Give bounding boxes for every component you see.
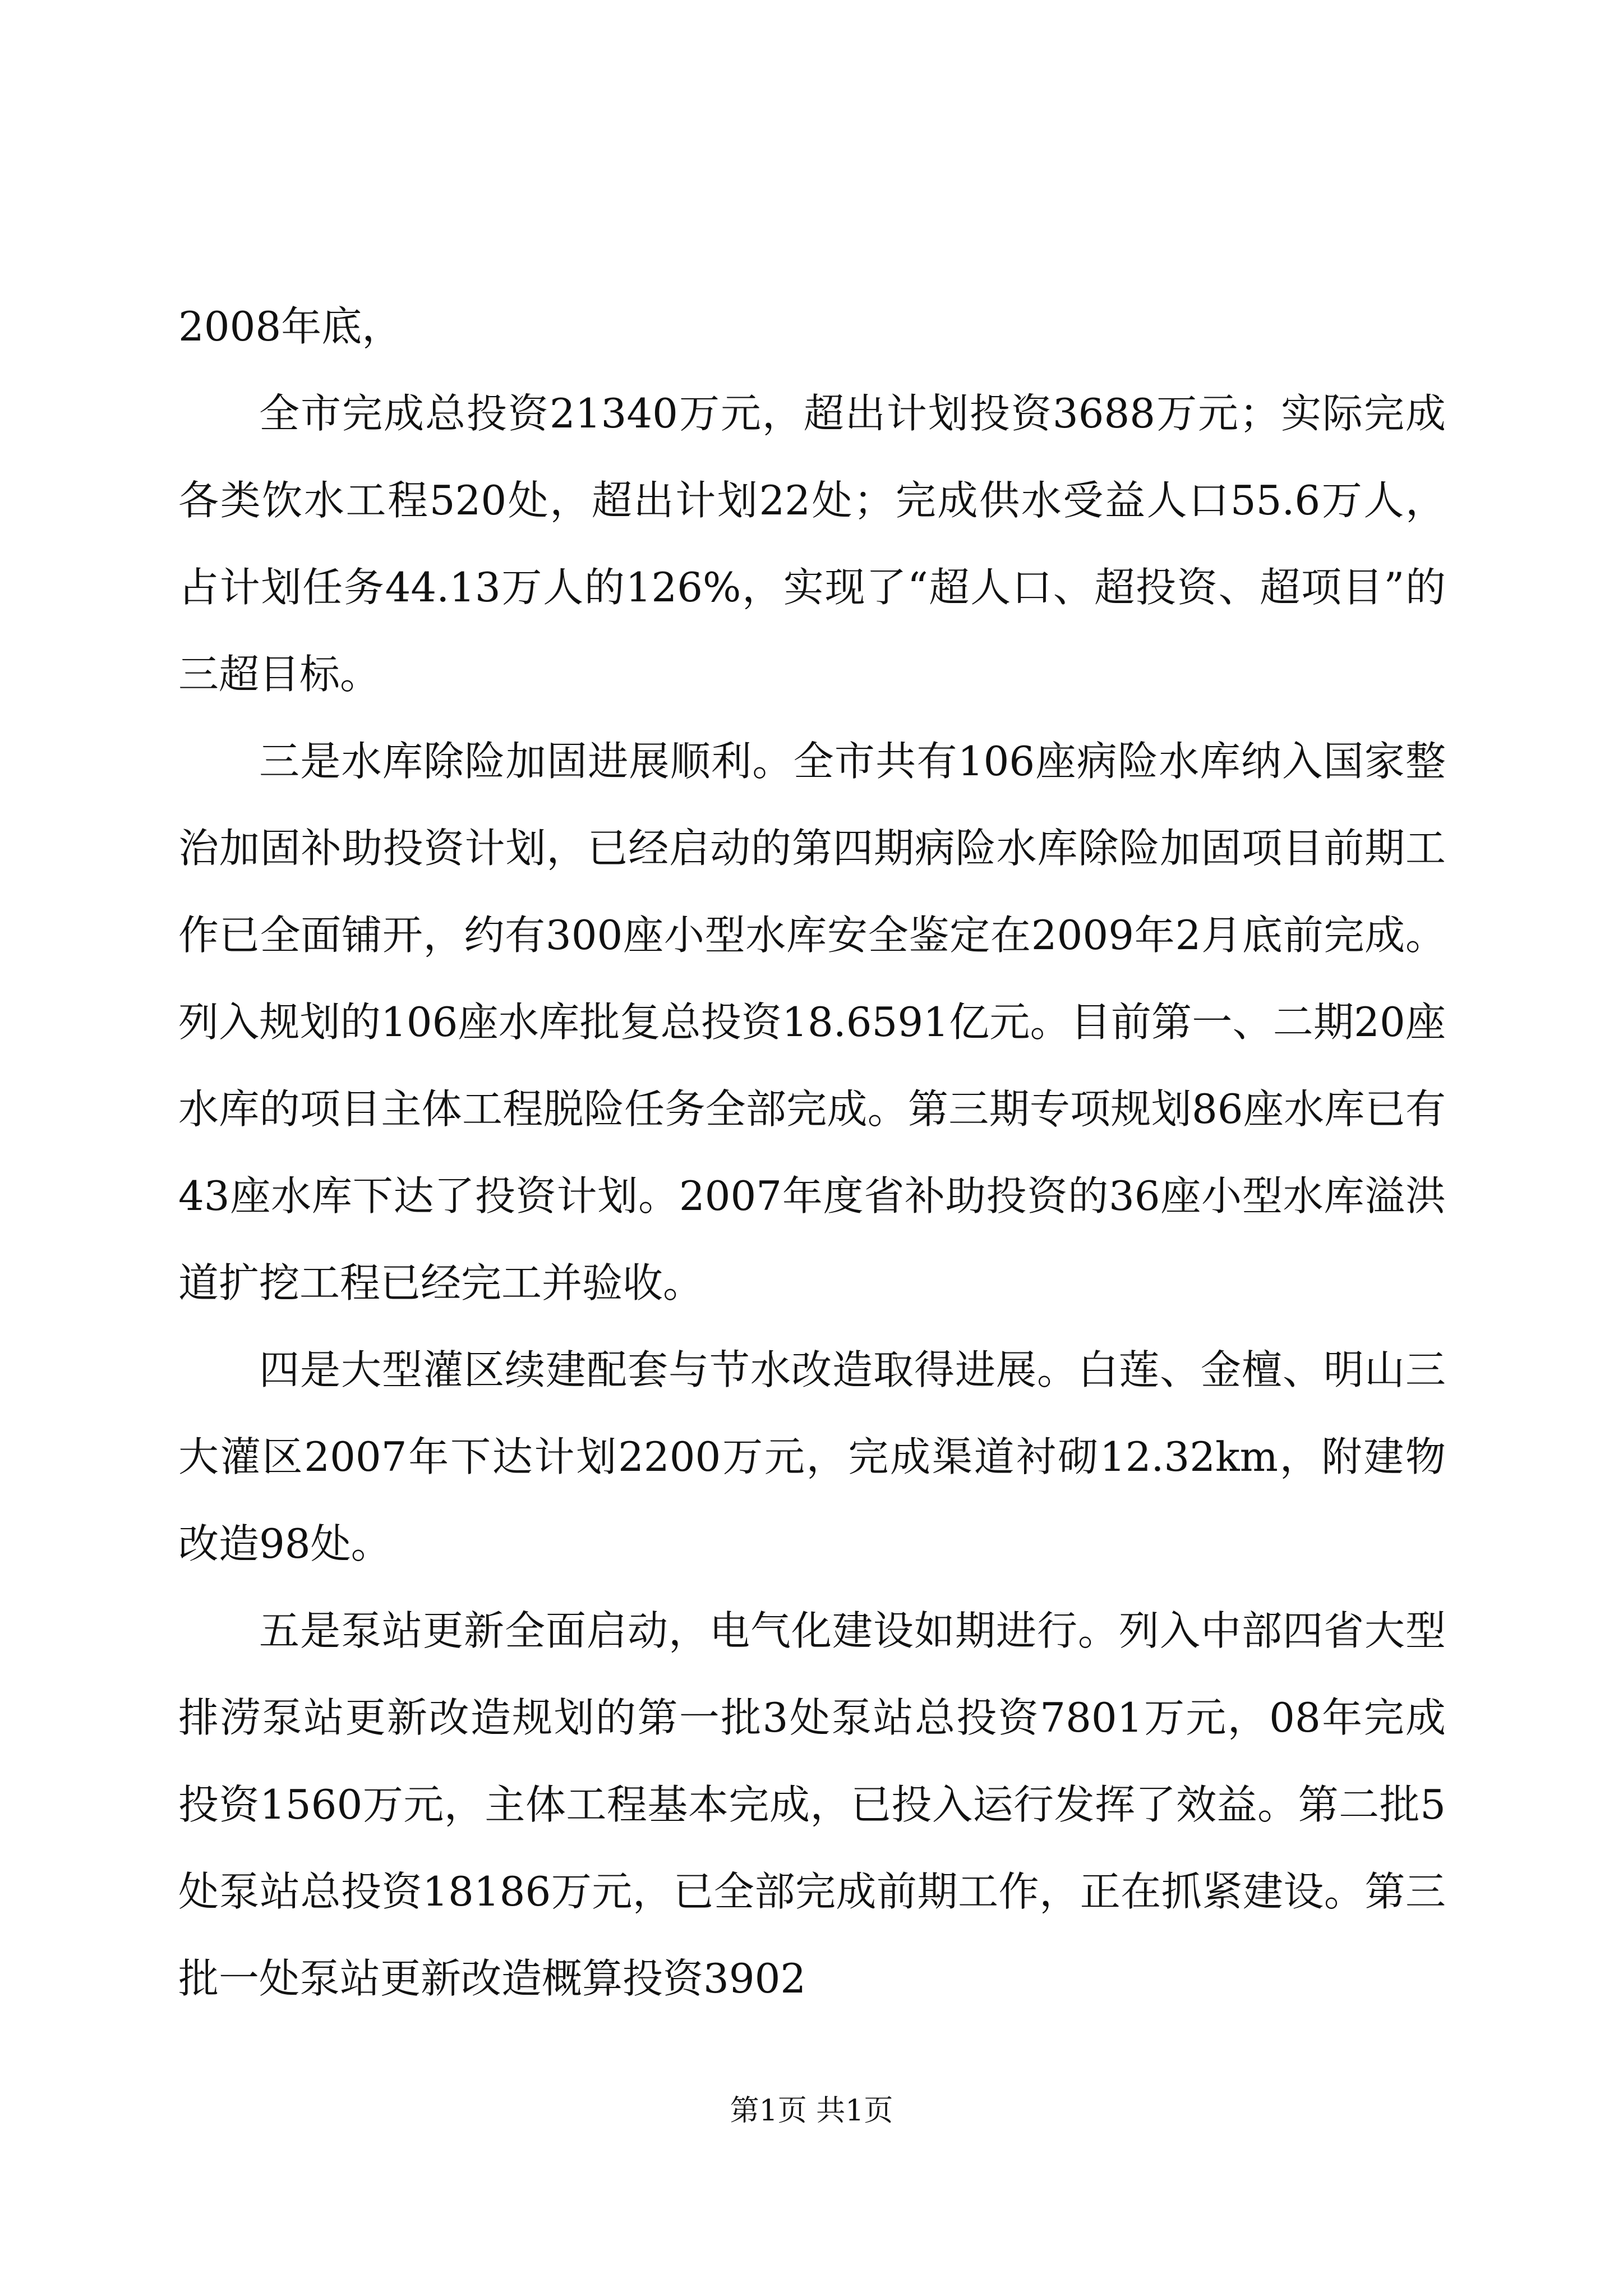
paragraph-year-end: 2008年底， <box>178 303 403 350</box>
paragraph-investment-summary: 全市完成总投资21340万元，超出计划投资3688万元；实际完成各类饮水工程520处，超出计划22处；完成供水受益人口55.6万人，占计划任务44.13万人的126%，实现了“超人口、超投资、超项目”的三超目标。 <box>178 390 1446 698</box>
page-footer: 第1页 共1页 <box>730 2094 893 2128</box>
paragraph-pump-stations: 五是泵站更新全面启动，电气化建设如期进行。列入中部四省大型排涝泵站更新改造规划的第一批3处泵站总投资7801万元，08年完成投资1560万元，主体工程基本完成，已投入运行发挥了效益。第二批5处泵站总投资18186万元，已全部完成前期工作，正在抓紧建设。第三批一处泵站更新改造概算投资3902 <box>178 1607 1446 2002</box>
document-body <box>178 283 1446 2022</box>
paragraph-irrigation-districts: 四是大型灌区续建配套与节水改造取得进展。白莲、金檀、明山三大灌区2007年下达计划2200万元，完成渠道衬砌12.32km，附建物改造98处。 <box>178 1346 1446 1567</box>
paragraph-reservoir-reinforcement: 三是水库除险加固进展顺利。全市共有106座病险水库纳入国家整治加固补助投资计划，已经启动的第四期病险水库除险加固项目前期工作已全面铺开，约有300座小型水库安全鉴定在2009年2月底前完成。列入规划的106座水库批复总投资18.6591亿元。目前第一、二期20座水库的项目主体工程脱险任务全部完成。第三期专项规划86座水库已有43座水库下达了投资计划。2007年度省补助投资的36座小型水库溢洪道扩挖工程已经完工并验收。 <box>178 738 1446 1306</box>
